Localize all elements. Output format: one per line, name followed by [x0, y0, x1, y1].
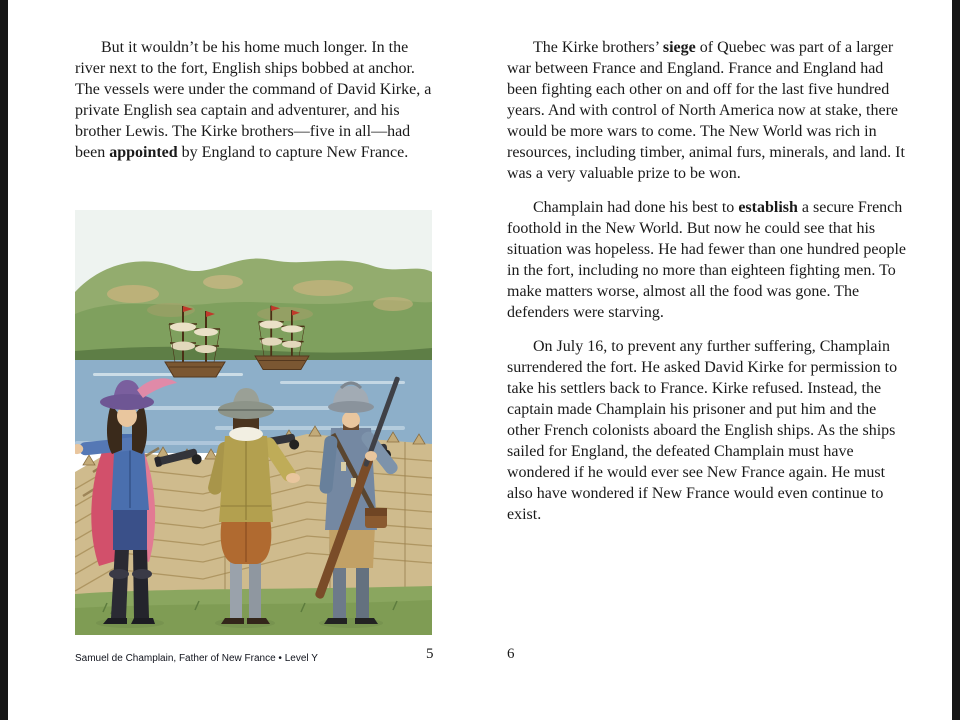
paragraph-siege-of-quebec: The Kirke brothers’ siege of Quebec was part of a larger war between France and England. France and England had been fighting each other on and off for the last five hundred years. And with control of North America now at stake, there would be more wars to come. The New World was rich in resources, including timber, animal furs, minerals, and land. It was a very valuable prize to be won. [507, 39, 905, 182]
paragraph-kirke-brothers: But it wouldn’t be his home much longer. In the river next to the fort, English ships bobbed at anchor. The vessels were under the command of David Kirke, a private English sea captain and adventurer, and his brother Lewis. The Kirke brothers—five in all—had been appointed by England to capture New France. [75, 39, 432, 161]
paragraph-surrender: On July 16, to prevent any further suffering, Champlain surrendered the fort. He asked David Kirke for permission to take his settlers back to France. Kirke refused. Instead, the captain made Champlain his prisoner and put him and the other French colonists aboard the English ships. As the ships sailed for England, the defeated Champlain must have wondered if he would ever see New France again. He must also have wondered if New France would even continue to exist. [507, 338, 898, 523]
paragraph-champlain-situation: Champlain had done his best to establish a secure French foothold in the New World. But now he could see that his situation was hopeless. He had fewer than one hundred people in the fort, including no more than eighteen fighting men. To make matters worse, almost all the food was gone. The defenders were starving. [507, 199, 906, 321]
left-edge-bar [0, 0, 8, 720]
fort-illustration [75, 210, 432, 635]
page-number-right: 6 [507, 646, 515, 662]
ruff-collar [229, 427, 263, 441]
hills [75, 259, 432, 362]
right-edge-bar [952, 0, 960, 720]
page-right [507, 37, 907, 538]
page-number-left: 5 [426, 646, 434, 662]
morion-helmet [328, 401, 374, 413]
plumed-hat [100, 394, 154, 410]
book-footer: Samuel de Champlain, Father of New France • Level Y [75, 653, 318, 664]
fort-watercolor-scene [75, 210, 432, 635]
page-left [75, 37, 433, 176]
